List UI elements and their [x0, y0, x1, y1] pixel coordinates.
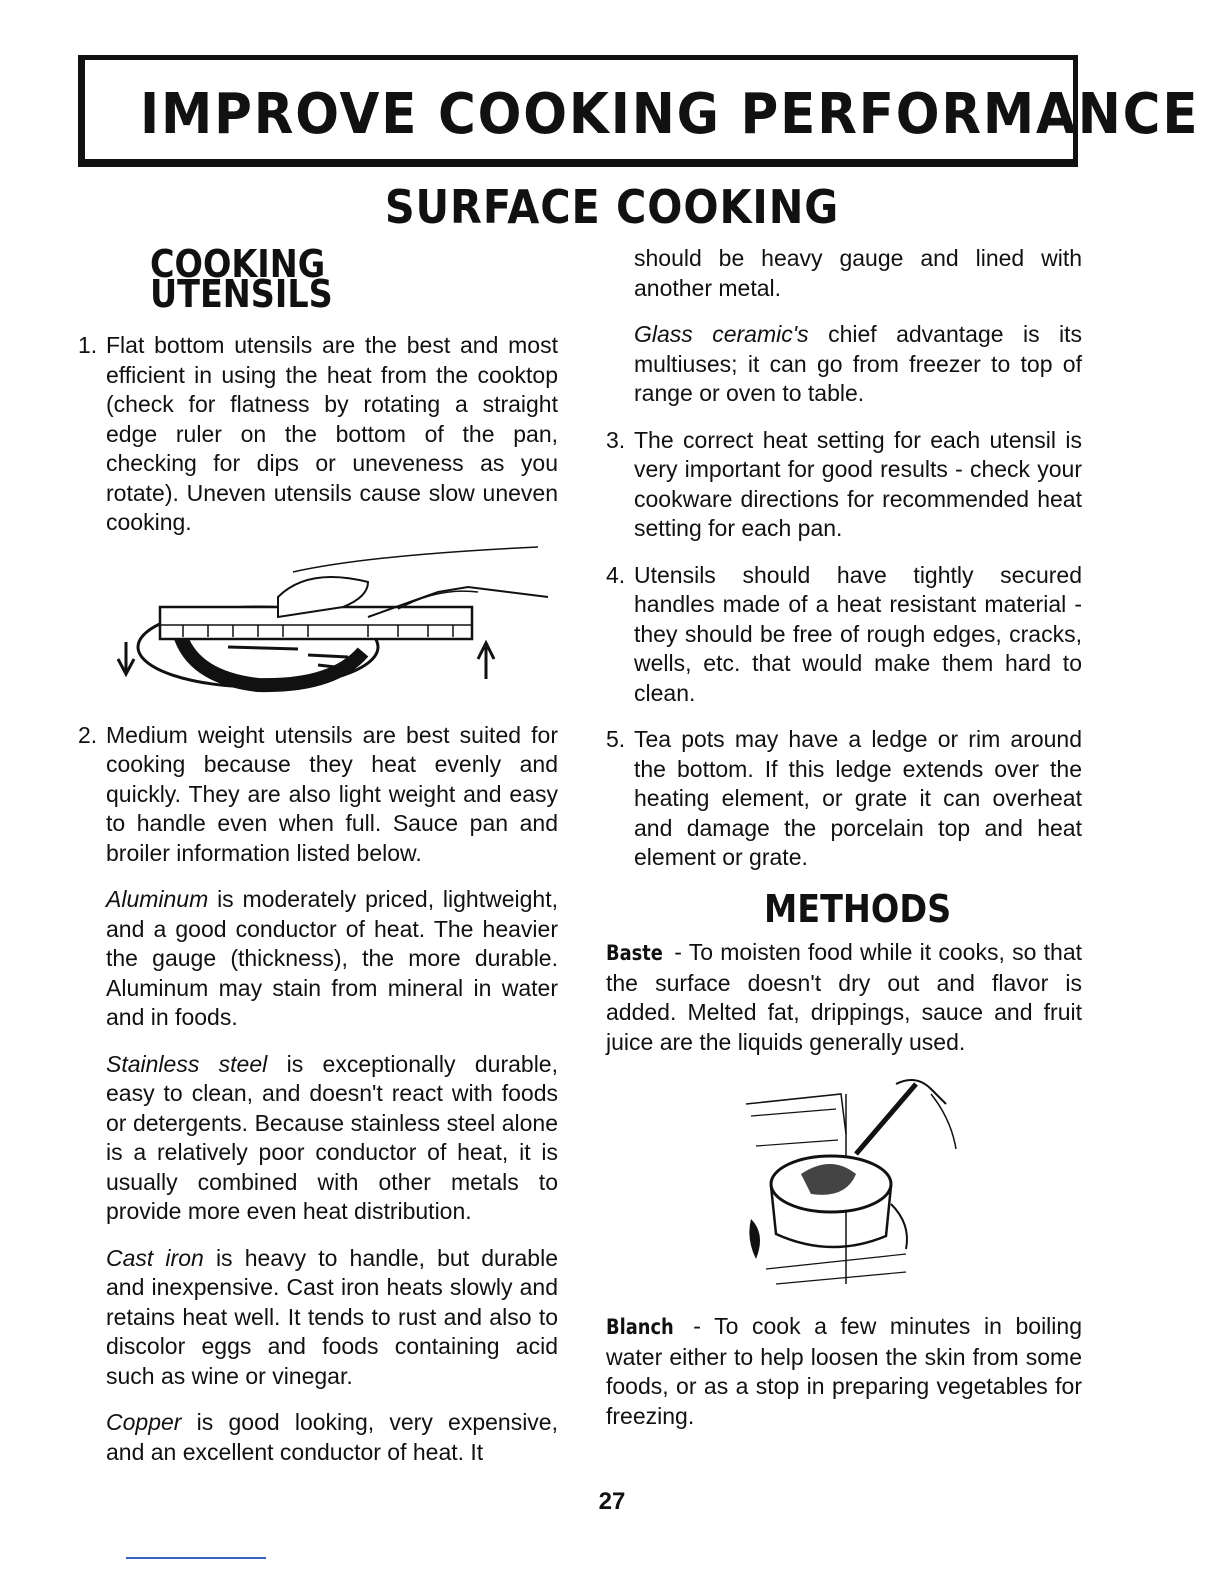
- stainless-term: Stainless steel: [106, 1050, 268, 1077]
- aluminum-paragraph: [78, 885, 558, 1033]
- left-column: [78, 242, 558, 1484]
- blanch-text: - To cook a few minutes in boiling water either to help loosen the skin from some foods, or as a stop in preparing vegetables for freezing.: [606, 1313, 1082, 1429]
- list-item-1: [78, 331, 558, 538]
- item-number: 5.: [606, 726, 626, 752]
- list-item-4: [606, 561, 1082, 709]
- glass-ceramic-text: chief advantage is its multiuses; it can go from freezer to top of range or oven to table.: [634, 321, 1082, 406]
- footer-line: [126, 1557, 266, 1559]
- item-text: Utensils should have tightly secured handles made of a heat resistant material - they should be free of rough edges, cracks, wells, etc. that would make them hard to clean.: [634, 561, 1082, 706]
- page-title: IMPROVE COOKING PERFORMANCE: [140, 82, 1200, 147]
- glass-ceramic-term: Glass ceramic's: [634, 321, 809, 347]
- cooking-utensils-heading: COOKING UTENSILS: [150, 242, 333, 316]
- copper-text: is good looking, very expensive, and an excellent conductor of heat. It: [106, 1409, 558, 1465]
- item-text: The correct heat setting for each utensil is very important for good results - check your cookware directions for recommended heat setting for each pan.: [634, 426, 1082, 541]
- right-column: [606, 244, 1082, 1448]
- stainless-paragraph: [78, 1050, 558, 1227]
- aluminum-text: is moderately priced, lightweight, and a good conductor of heat. The heavier the gauge (thickness), the more durable. Aluminum may stain from mineral in water and in foods.: [106, 886, 558, 1030]
- stainless-text: is exceptionally durable, easy to clean, and doesn't react with foods or detergents. Because stainless steel alone is a relatively poor conductor of heat, it is usually combined with other metals to provide more even heat distribution.: [106, 1050, 558, 1224]
- copper-term: Copper: [106, 1409, 182, 1435]
- basting-pot-illustration: [606, 1074, 1082, 1304]
- item-number: 4.: [606, 561, 626, 588]
- item-number: 3.: [606, 426, 626, 453]
- baste-paragraph: [606, 938, 1082, 1057]
- blanch-paragraph: [606, 1312, 1082, 1431]
- flat-bottom-pan-illustration: [78, 537, 558, 717]
- aluminum-term: Aluminum: [106, 886, 209, 912]
- item-text: Flat bottom utensils are the best and most efficient in using the heat from the cooktop (check for flatness by rotating a straight edge ruler on the bottom of the pan, checking for dips or uneveness as you rotate). Uneven utensils cause slow uneven cooking.: [106, 332, 558, 535]
- copper-paragraph: [78, 1408, 558, 1467]
- item-text: Tea pots may have a ledge or rim around the bottom. If this ledge extends over the heating element, or grate it can overheat and damage the porcelain top and heat element or grate.: [634, 726, 1082, 870]
- list-item-2: [78, 721, 558, 869]
- item-text: Medium weight utensils are best suited for cooking because they heat evenly and quickly. They are also light weight and easy to handle even when full. Sauce pan and broiler information listed below.: [106, 721, 558, 866]
- section-title: SURFACE COOKING: [384, 180, 840, 234]
- list-item-3: [606, 426, 1082, 544]
- copper-continued: should be heavy gauge and lined with another metal.: [634, 245, 1082, 301]
- methods-heading: METHODS: [764, 886, 952, 931]
- page-number: 27: [598, 1488, 626, 1515]
- cast-iron-term: Cast iron: [106, 1244, 204, 1271]
- list-item-5: [606, 725, 1082, 873]
- item-number: 2.: [78, 721, 98, 748]
- title-banner: [78, 55, 1200, 167]
- cast-iron-text: is heavy to handle, but durable and inexpensive. Cast iron heats slowly and retains heat well. It tends to rust and also to discolor eggs and foods containing acid such as wine or vinegar.: [106, 1244, 558, 1389]
- blanch-term: Blanch: [606, 1315, 674, 1339]
- glass-ceramic-paragraph: [606, 320, 1082, 409]
- cast-iron-paragraph: [78, 1244, 558, 1392]
- baste-text: - To moisten food while it cooks, so that the surface doesn't dry out and flavor is added. Melted fat, drippings, sauce and fruit juice are the liquids generally used.: [606, 939, 1082, 1055]
- baste-term: Baste: [606, 941, 663, 965]
- item-number: 1.: [78, 332, 98, 358]
